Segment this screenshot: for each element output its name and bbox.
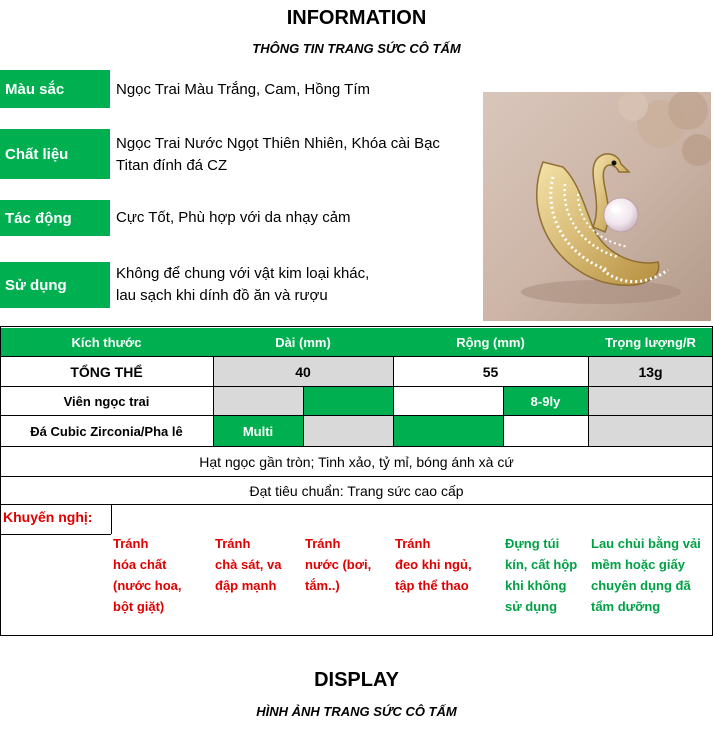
- rec-line: mềm hoặc giấy: [591, 557, 685, 572]
- rec-line: (nước hoa,: [113, 578, 182, 593]
- col-divider: [503, 386, 504, 446]
- label-effect: Tác động: [0, 200, 110, 236]
- row-divider: [0, 415, 713, 416]
- recommendation-item-3: [305, 533, 393, 596]
- rec-line: kín, cất hộp: [505, 557, 578, 572]
- stone-cell-5: [588, 416, 713, 446]
- rec-line: chà sát, va: [215, 557, 282, 572]
- display-subtitle: HÌNH ẢNH TRANG SỨC CÔ TẤM: [256, 704, 457, 719]
- stone-label: Đá Cubic Zirconia/Pha lê: [30, 423, 183, 439]
- product-photo: [483, 92, 711, 321]
- col-divider: [588, 356, 589, 446]
- stone-value: Multi: [213, 416, 303, 446]
- value-usage-line-1: Không để chung với vật kim loại khác,: [116, 265, 370, 282]
- rec-line: Lau chùi bằng vải: [591, 536, 701, 551]
- rec-line: sử dụng: [505, 599, 558, 614]
- label-usage: Sử dụng: [0, 262, 110, 308]
- overall-label: TỔNG THỂ: [70, 363, 143, 380]
- rec-line: khi không: [505, 578, 567, 593]
- header-weight: Trọng lượng/R: [605, 334, 696, 350]
- label-material: Chất liệu: [0, 129, 110, 179]
- stone-cell-3: [393, 416, 503, 446]
- row-divider: [0, 534, 111, 535]
- row-divider: [0, 504, 713, 505]
- rec-line: hóa chất: [113, 557, 167, 572]
- rec-line: đập mạnh: [215, 578, 277, 593]
- col-divider: [111, 504, 112, 534]
- pearl-cell-2: [303, 387, 393, 415]
- value-color: Ngọc Trai Màu Trắng, Cam, Hồng Tím: [116, 81, 370, 98]
- table-top-border: [0, 326, 713, 327]
- value-usage-line-2: lau sạch khi dính đồ ăn và rượu: [116, 287, 328, 304]
- recommendation-label: Khuyến nghị:: [3, 509, 93, 525]
- rec-line: Tránh: [305, 536, 341, 551]
- rec-line: tập thể thao: [395, 578, 469, 593]
- value-material: Ngọc Trai Nước Ngọt Thiên Nhiên, Khóa cài Bạc Titan đính đá CZ: [116, 135, 440, 174]
- stone-cell-4: [503, 416, 588, 446]
- overall-width: 55: [482, 363, 499, 380]
- recommendation-item-4: [395, 533, 503, 596]
- rec-line: tẩm dưỡng: [591, 599, 661, 614]
- recommendation-item-2: [215, 533, 305, 596]
- standard-line: Đạt tiêu chuẩn: Trang sức cao cấp: [249, 482, 464, 499]
- rec-line: chuyên dụng đã: [591, 578, 691, 593]
- overall-weight: 13g: [588, 357, 713, 386]
- display-title: DISPLAY: [314, 669, 399, 691]
- value-usage: [116, 263, 476, 307]
- recommendation-item-6: [591, 533, 711, 617]
- value-effect: Cực Tốt, Phù hợp với da nhạy cảm: [116, 209, 351, 226]
- recommendation-item-5: [505, 533, 590, 617]
- page-subtitle: THÔNG TIN TRANG SỨC CÔ TẤM: [252, 41, 461, 56]
- pearl-size: 8-9ly: [503, 387, 588, 415]
- stone-cell-2: [303, 416, 393, 446]
- page-title: INFORMATION: [286, 7, 427, 29]
- overall-length: 40: [213, 357, 393, 386]
- label-color: Màu sắc: [0, 70, 110, 108]
- pearl-cell-5: [588, 387, 713, 415]
- pearl-label: Viên ngọc trai: [63, 393, 150, 409]
- rec-line: nước (bơi,: [305, 557, 372, 572]
- swan-brooch-image: [483, 92, 711, 321]
- rec-line: tắm..): [305, 578, 340, 593]
- rec-line: đeo khi ngủ,: [395, 557, 472, 572]
- row-divider: [0, 356, 713, 357]
- recommendation-item-1: [113, 533, 211, 617]
- rec-line: Tránh: [113, 536, 149, 551]
- pearl-cell-1: [213, 387, 303, 415]
- col-divider: [393, 356, 394, 446]
- rec-line: Tránh: [395, 536, 431, 551]
- rec-line: Đựng túi: [505, 536, 560, 551]
- rec-line: bột giặt): [113, 599, 165, 614]
- row-divider: [0, 386, 713, 387]
- pearl-cell-3: [393, 387, 503, 415]
- section-bottom-border: [0, 635, 713, 636]
- col-divider: [213, 356, 214, 446]
- rec-line: Tránh: [215, 536, 251, 551]
- col-divider: [303, 386, 304, 446]
- header-size: Kích thước: [71, 334, 142, 350]
- header-length: Dài (mm): [275, 334, 331, 350]
- header-width: Rộng (mm): [456, 334, 525, 350]
- quality-line: Hạt ngọc gần tròn; Tinh xảo, tỷ mỉ, bóng ánh xà cứ: [199, 453, 514, 470]
